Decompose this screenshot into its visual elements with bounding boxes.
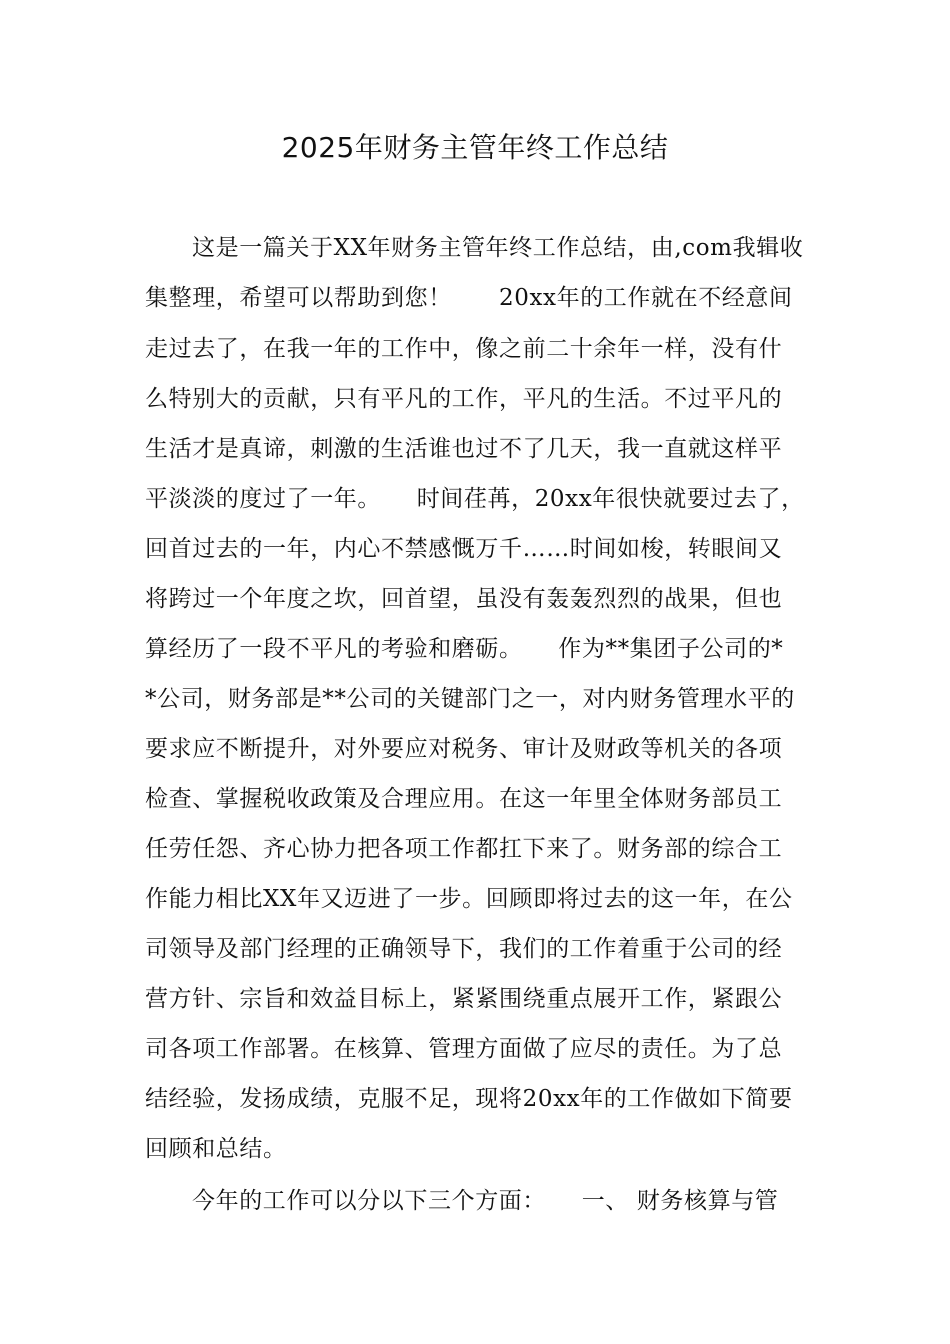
body-line: 这是一篇关于XX年财务主管年终工作总结，由,com我辑收 [192,235,804,261]
body-line: 今年的工作可以分以下三个方面： 一、 财务核算与管 [192,1188,779,1214]
body-line: 回首过去的一年，内心不禁感慨万千……时间如梭，转眼间又 [145,536,783,562]
body-line: 结经验，发扬成绩，克服不足，现将20xx年的工作做如下简要 [145,1086,793,1112]
body-line: 营方针、宗旨和效益目标上，紧紧围绕重点展开工作，紧跟公 [145,986,783,1012]
body-line: 平淡淡的度过了一年。 时间荏苒，20xx年很快就要过去了， [145,486,805,512]
body-line: 检查、掌握税收政策及合理应用。在这一年里全体财务部员工 [145,786,783,812]
body-line: 任劳任怨、齐心协力把各项工作都扛下来了。财务部的综合工 [145,836,783,862]
body-line: 么特别大的贡献，只有平凡的工作，平凡的生活。不过平凡的 [145,386,783,412]
document-title: 2025年财务主管年终工作总结 [281,131,669,164]
body-line: 要求应不断提升，对外要应对税务、审计及财政等机关的各项 [145,736,783,762]
body-line: 集整理，希望可以帮助到您！ 20xx年的工作就在不经意间 [145,285,793,311]
body-line: 作能力相比XX年又迈进了一步。回顾即将过去的这一年，在公 [145,886,793,912]
body-line: 司各项工作部署。在核算、管理方面做了应尽的责任。为了总 [145,1036,783,1062]
body-line: 将跨过一个年度之坎，回首望，虽没有轰轰烈烈的战果，但也 [145,586,783,612]
body-line: 回顾和总结。 [145,1136,287,1162]
body-line: *公司，财务部是**公司的关键部门之一，对内财务管理水平的 [145,686,795,712]
body-line: 走过去了，在我一年的工作中，像之前二十余年一样，没有什 [145,336,783,362]
body-line: 司领导及部门经理的正确领导下，我们的工作着重于公司的经 [145,936,783,962]
body-line: 生活才是真谛，刺激的生活谁也过不了几天，我一直就这样平 [145,436,783,462]
body-line: 算经历了一段不平凡的考验和磨砺。 作为**集团子公司的* [145,636,784,662]
